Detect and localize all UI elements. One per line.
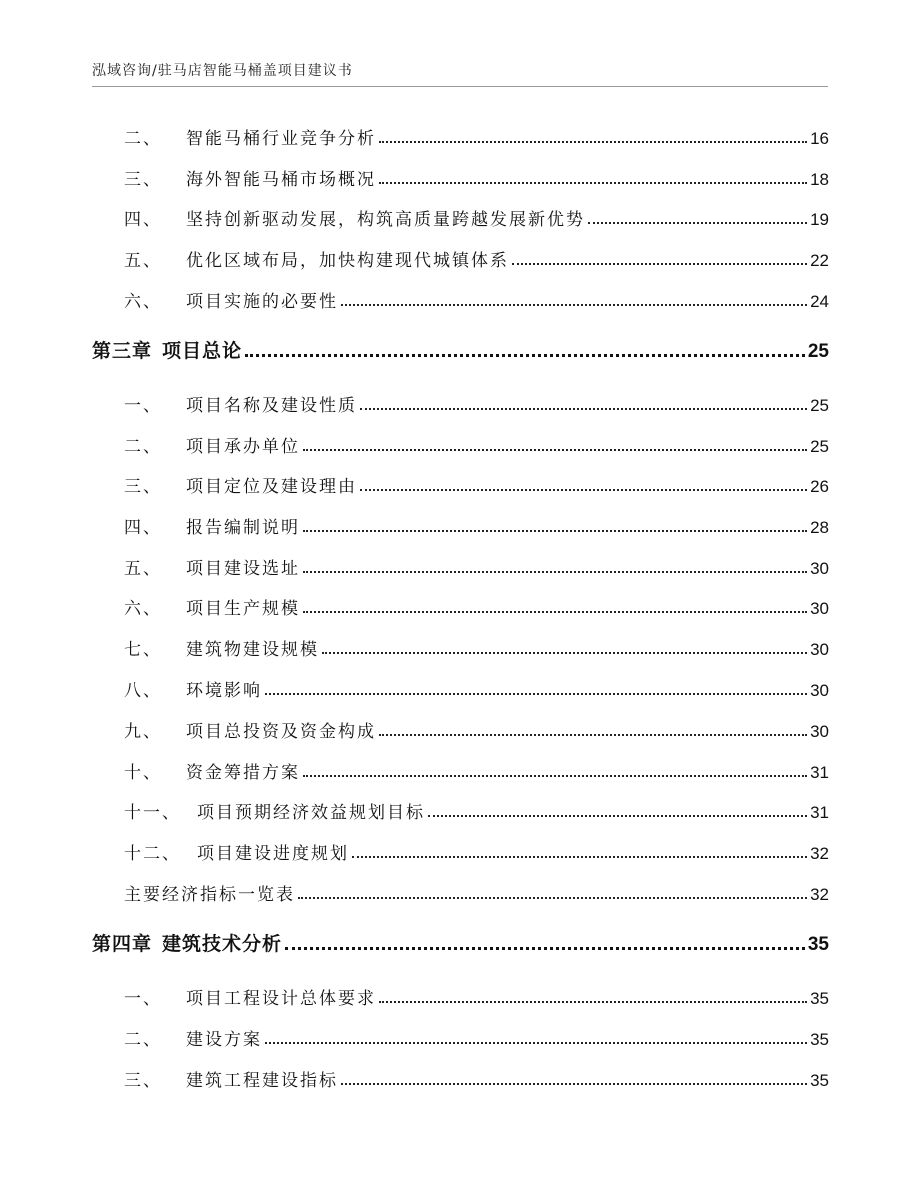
toc-entry-title: 项目建设进度规划 <box>197 844 349 864</box>
toc-entry[interactable] <box>124 429 829 457</box>
toc-entry[interactable] <box>124 469 829 497</box>
toc-entry[interactable] <box>124 243 829 271</box>
toc-entry-title: 海外智能马桶市场概况 <box>186 170 376 190</box>
toc-entry-page: 22 <box>810 251 829 270</box>
toc-entry[interactable] <box>124 121 829 149</box>
toc-entry-page: 28 <box>810 518 829 537</box>
toc-entry[interactable] <box>124 388 829 416</box>
toc-chapter-page: 25 <box>807 341 829 362</box>
toc-entry-title: 项目预期经济效益规划目标 <box>197 803 425 823</box>
toc-entry-page: 35 <box>810 1071 829 1090</box>
toc-entry[interactable] <box>124 877 829 905</box>
toc-chapter-number: 第四章 <box>92 933 153 955</box>
toc-entry[interactable] <box>124 1063 829 1091</box>
toc-entry-title: 建筑物建设规模 <box>186 640 319 660</box>
toc-entry-title: 项目总投资及资金构成 <box>186 722 376 742</box>
toc-dot-leader <box>379 182 807 184</box>
toc-entry-number: 三、 <box>124 170 162 190</box>
toc-dot-leader <box>322 652 807 654</box>
toc-chapter-entry[interactable] <box>92 335 829 363</box>
toc-entry-number: 八、 <box>124 681 162 701</box>
toc-entry-page: 32 <box>810 885 829 904</box>
toc-entry-page: 30 <box>810 599 829 618</box>
toc-dot-leader <box>303 775 807 777</box>
toc-entry-title: 报告编制说明 <box>186 518 300 538</box>
toc-entry-page: 30 <box>810 722 829 741</box>
toc-entry[interactable] <box>124 795 829 823</box>
toc-entry-number: 十一、 <box>124 803 181 823</box>
toc-entry-page: 25 <box>810 437 829 456</box>
toc-entry-number: 一、 <box>124 396 162 416</box>
toc-entry[interactable] <box>124 836 829 864</box>
toc-dot-leader <box>298 897 807 899</box>
toc-dot-leader <box>285 947 805 950</box>
toc-entry-page: 26 <box>810 477 829 496</box>
toc-entry-title: 项目定位及建设理由 <box>186 477 357 497</box>
toc-entry[interactable] <box>124 202 829 230</box>
header-rule <box>92 86 828 87</box>
toc-entry-number: 四、 <box>124 518 162 538</box>
toc-dot-leader <box>303 449 807 451</box>
toc-entry[interactable] <box>124 632 829 660</box>
toc-chapter-page: 35 <box>807 934 829 955</box>
toc-entry-number: 九、 <box>124 722 162 742</box>
toc-entry[interactable] <box>124 551 829 579</box>
toc-entry-title: 主要经济指标一览表 <box>124 885 295 905</box>
toc-entry-title: 项目名称及建设性质 <box>186 396 357 416</box>
toc-entry-page: 24 <box>810 292 829 311</box>
toc-entry-page: 18 <box>810 170 829 189</box>
toc-entry-title: 项目生产规模 <box>186 599 300 619</box>
toc-entry[interactable] <box>124 162 829 190</box>
toc-entry-number: 十、 <box>124 763 162 783</box>
toc-entry-title: 坚持创新驱动发展，构筑高质量跨越发展新优势 <box>186 210 585 230</box>
toc-entry-number: 四、 <box>124 210 162 230</box>
toc-entry[interactable] <box>124 284 829 312</box>
toc-entry-number: 五、 <box>124 251 162 271</box>
toc-dot-leader <box>341 1083 807 1085</box>
toc-entry[interactable] <box>124 714 829 742</box>
toc-entry-page: 30 <box>810 640 829 659</box>
toc-entry-number: 一、 <box>124 989 162 1009</box>
toc-entry-page: 32 <box>810 844 829 863</box>
toc-entry-number: 六、 <box>124 292 162 312</box>
toc-entry-page: 25 <box>810 396 829 415</box>
toc-entry-page: 30 <box>810 681 829 700</box>
toc-dot-leader <box>303 611 807 613</box>
toc-entry-page: 30 <box>810 559 829 578</box>
toc-dot-leader <box>360 408 807 410</box>
toc-entry-title: 环境影响 <box>186 681 262 701</box>
toc-entry-title: 项目实施的必要性 <box>186 292 338 312</box>
toc-dot-leader <box>379 734 807 736</box>
toc-entry-number: 二、 <box>124 129 162 149</box>
toc-entry-page: 31 <box>810 803 829 822</box>
toc-dot-leader <box>303 571 807 573</box>
toc-entry-title: 优化区域布局，加快构建现代城镇体系 <box>186 251 509 271</box>
toc-entry-page: 19 <box>810 210 829 229</box>
toc-entry-title: 项目工程设计总体要求 <box>186 989 376 1009</box>
toc-entry-title: 项目承办单位 <box>186 437 300 457</box>
toc-entry-number: 七、 <box>124 640 162 660</box>
toc-entry-number: 五、 <box>124 559 162 579</box>
toc-entry-number: 二、 <box>124 437 162 457</box>
toc-entry-title: 建设方案 <box>186 1030 262 1050</box>
toc-dot-leader <box>512 263 807 265</box>
toc-dot-leader <box>341 304 807 306</box>
toc-entry-number: 三、 <box>124 477 162 497</box>
toc-dot-leader <box>379 141 807 143</box>
toc-dot-leader <box>588 222 807 224</box>
toc-entry[interactable] <box>124 755 829 783</box>
toc-entry[interactable] <box>124 981 829 1009</box>
toc-entry[interactable] <box>124 1022 829 1050</box>
running-header: 泓域咨询/驻马店智能马桶盖项目建议书 <box>92 63 353 79</box>
toc-dot-leader <box>265 693 807 695</box>
toc-dot-leader <box>245 354 805 357</box>
toc-chapter-number: 第三章 <box>92 340 153 362</box>
toc-entry-title: 智能马桶行业竞争分析 <box>186 129 376 149</box>
toc-entry-number: 二、 <box>124 1030 162 1050</box>
toc-chapter-title: 建筑技术分析 <box>162 933 283 955</box>
toc-entry-number: 三、 <box>124 1071 162 1091</box>
toc-chapter-entry[interactable] <box>92 928 829 956</box>
toc-entry-page: 35 <box>810 989 829 1008</box>
toc-entry[interactable] <box>124 510 829 538</box>
toc-entry-title: 资金筹措方案 <box>186 763 300 783</box>
toc-entry-title: 建筑工程建设指标 <box>186 1071 338 1091</box>
toc-dot-leader <box>360 489 807 491</box>
toc-dot-leader <box>303 530 807 532</box>
toc-entry-page: 35 <box>810 1030 829 1049</box>
toc-entry[interactable] <box>124 673 829 701</box>
toc-chapter-title: 项目总论 <box>162 340 243 362</box>
toc-dot-leader <box>379 1001 807 1003</box>
toc-dot-leader <box>352 856 807 858</box>
toc-dot-leader <box>428 815 807 817</box>
toc-entry-page: 31 <box>810 763 829 782</box>
toc-entry-number: 十二、 <box>124 844 181 864</box>
toc-dot-leader <box>265 1042 807 1044</box>
toc-entry-page: 16 <box>810 129 829 148</box>
toc-entry-number: 六、 <box>124 599 162 619</box>
toc-entry[interactable] <box>124 591 829 619</box>
toc-entry-title: 项目建设选址 <box>186 559 300 579</box>
